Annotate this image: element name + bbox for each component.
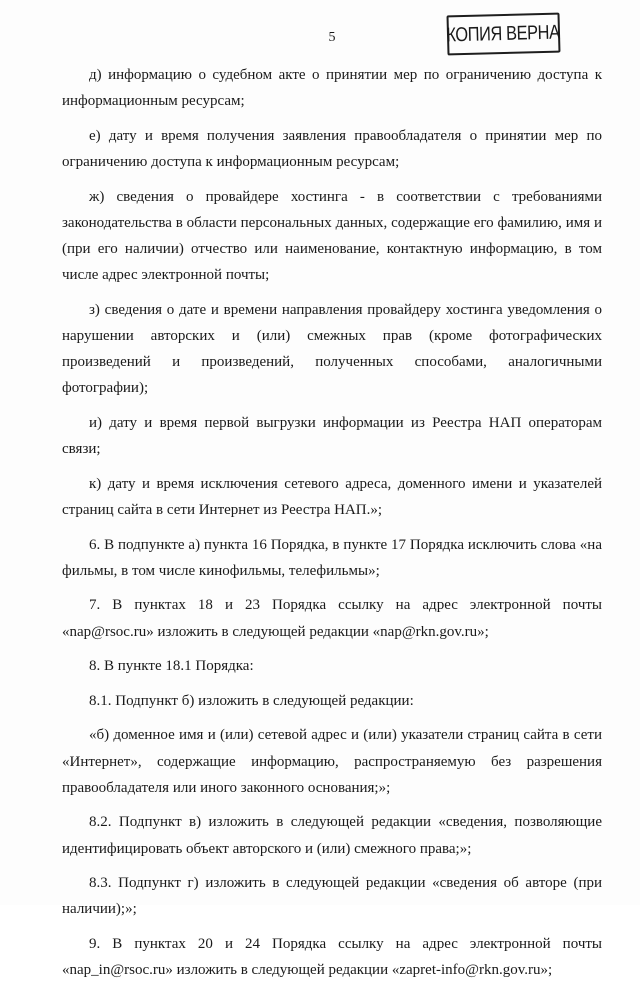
paragraph-item-8-1: 8.1. Подпункт б) изложить в следующей редакции: bbox=[89, 692, 414, 709]
paragraph-e: е) дату и время получения заявления правообладателя о принятии мер по ограничению доступа к информационным ресурсам; bbox=[62, 127, 602, 170]
paragraph-zh: ж) сведения о провайдере хостинга - в соответствии с требованиями законодательства в области персональных данных, содержащие его фамилию, имя и (при его наличии) отчество или наименование, контактную информацию, в том числе адрес электронной почты; bbox=[62, 188, 602, 284]
paragraph-k: к) дату и время исключения сетевого адреса, доменного имени и указателей страниц сайта в сети Интернет из Реестра НАП.»; bbox=[62, 475, 602, 518]
paragraph-item-8: 8. В пункте 18.1 Порядка: bbox=[89, 658, 254, 675]
paragraph-i: и) дату и время первой выгрузки информации из Реестра НАП операторам связи; bbox=[62, 415, 602, 458]
paragraph-item-7: 7. В пунктах 18 и 23 Порядка ссылку на адрес электронной почты «nap@rsoc.ru» изложить в следующей редакции «nap@rkn.gov.ru»; bbox=[62, 597, 602, 640]
document-body bbox=[62, 62, 602, 983]
paragraph-z: з) сведения о дате и времени направления провайдеру хостинга уведомления о нарушении авторских и (или) смежных прав (кроме фотографических произведений и произведений, полученных способами, аналогичными фотографии); bbox=[62, 301, 602, 397]
paragraph-d: д) информацию о судебном акте о принятии мер по ограничению доступа к информационным ресурсам; bbox=[62, 67, 602, 110]
copy-certified-stamp bbox=[446, 13, 560, 56]
paragraph-item-9: 9. В пунктах 20 и 24 Порядка ссылку на адрес электронной почты «nap_in@rsoc.ru» изложить в следующей редакции «zapret-info@rkn.gov.ru»; bbox=[62, 935, 602, 979]
page-number: 5 bbox=[328, 30, 336, 45]
paragraph-item-8-3: 8.3. Подпункт г) изложить в следующей редакции «сведения об авторе (при наличии);»; bbox=[62, 875, 602, 918]
paragraph-item-8-2: 8.2. Подпункт в) изложить в следующей редакции «сведения, позволяющие идентифицировать объект авторского и (или) смежного права;»; bbox=[62, 814, 602, 857]
paragraph-item-6: 6. В подпункте а) пункта 16 Порядка, в пункте 17 Порядка исключить слова «на фильмы, в том числе кинофильмы, телефильмы»; bbox=[62, 536, 602, 579]
stamp-text: КОПИЯ ВЕРНА bbox=[446, 21, 561, 46]
paragraph-item-8-1-text: «б) доменное имя и (или) сетевой адрес и (или) указатели страниц сайта в сети «Интернет», содержащие информацию, распространяемую без разрешения правообладателя или иного законного основания;»; bbox=[62, 727, 602, 796]
